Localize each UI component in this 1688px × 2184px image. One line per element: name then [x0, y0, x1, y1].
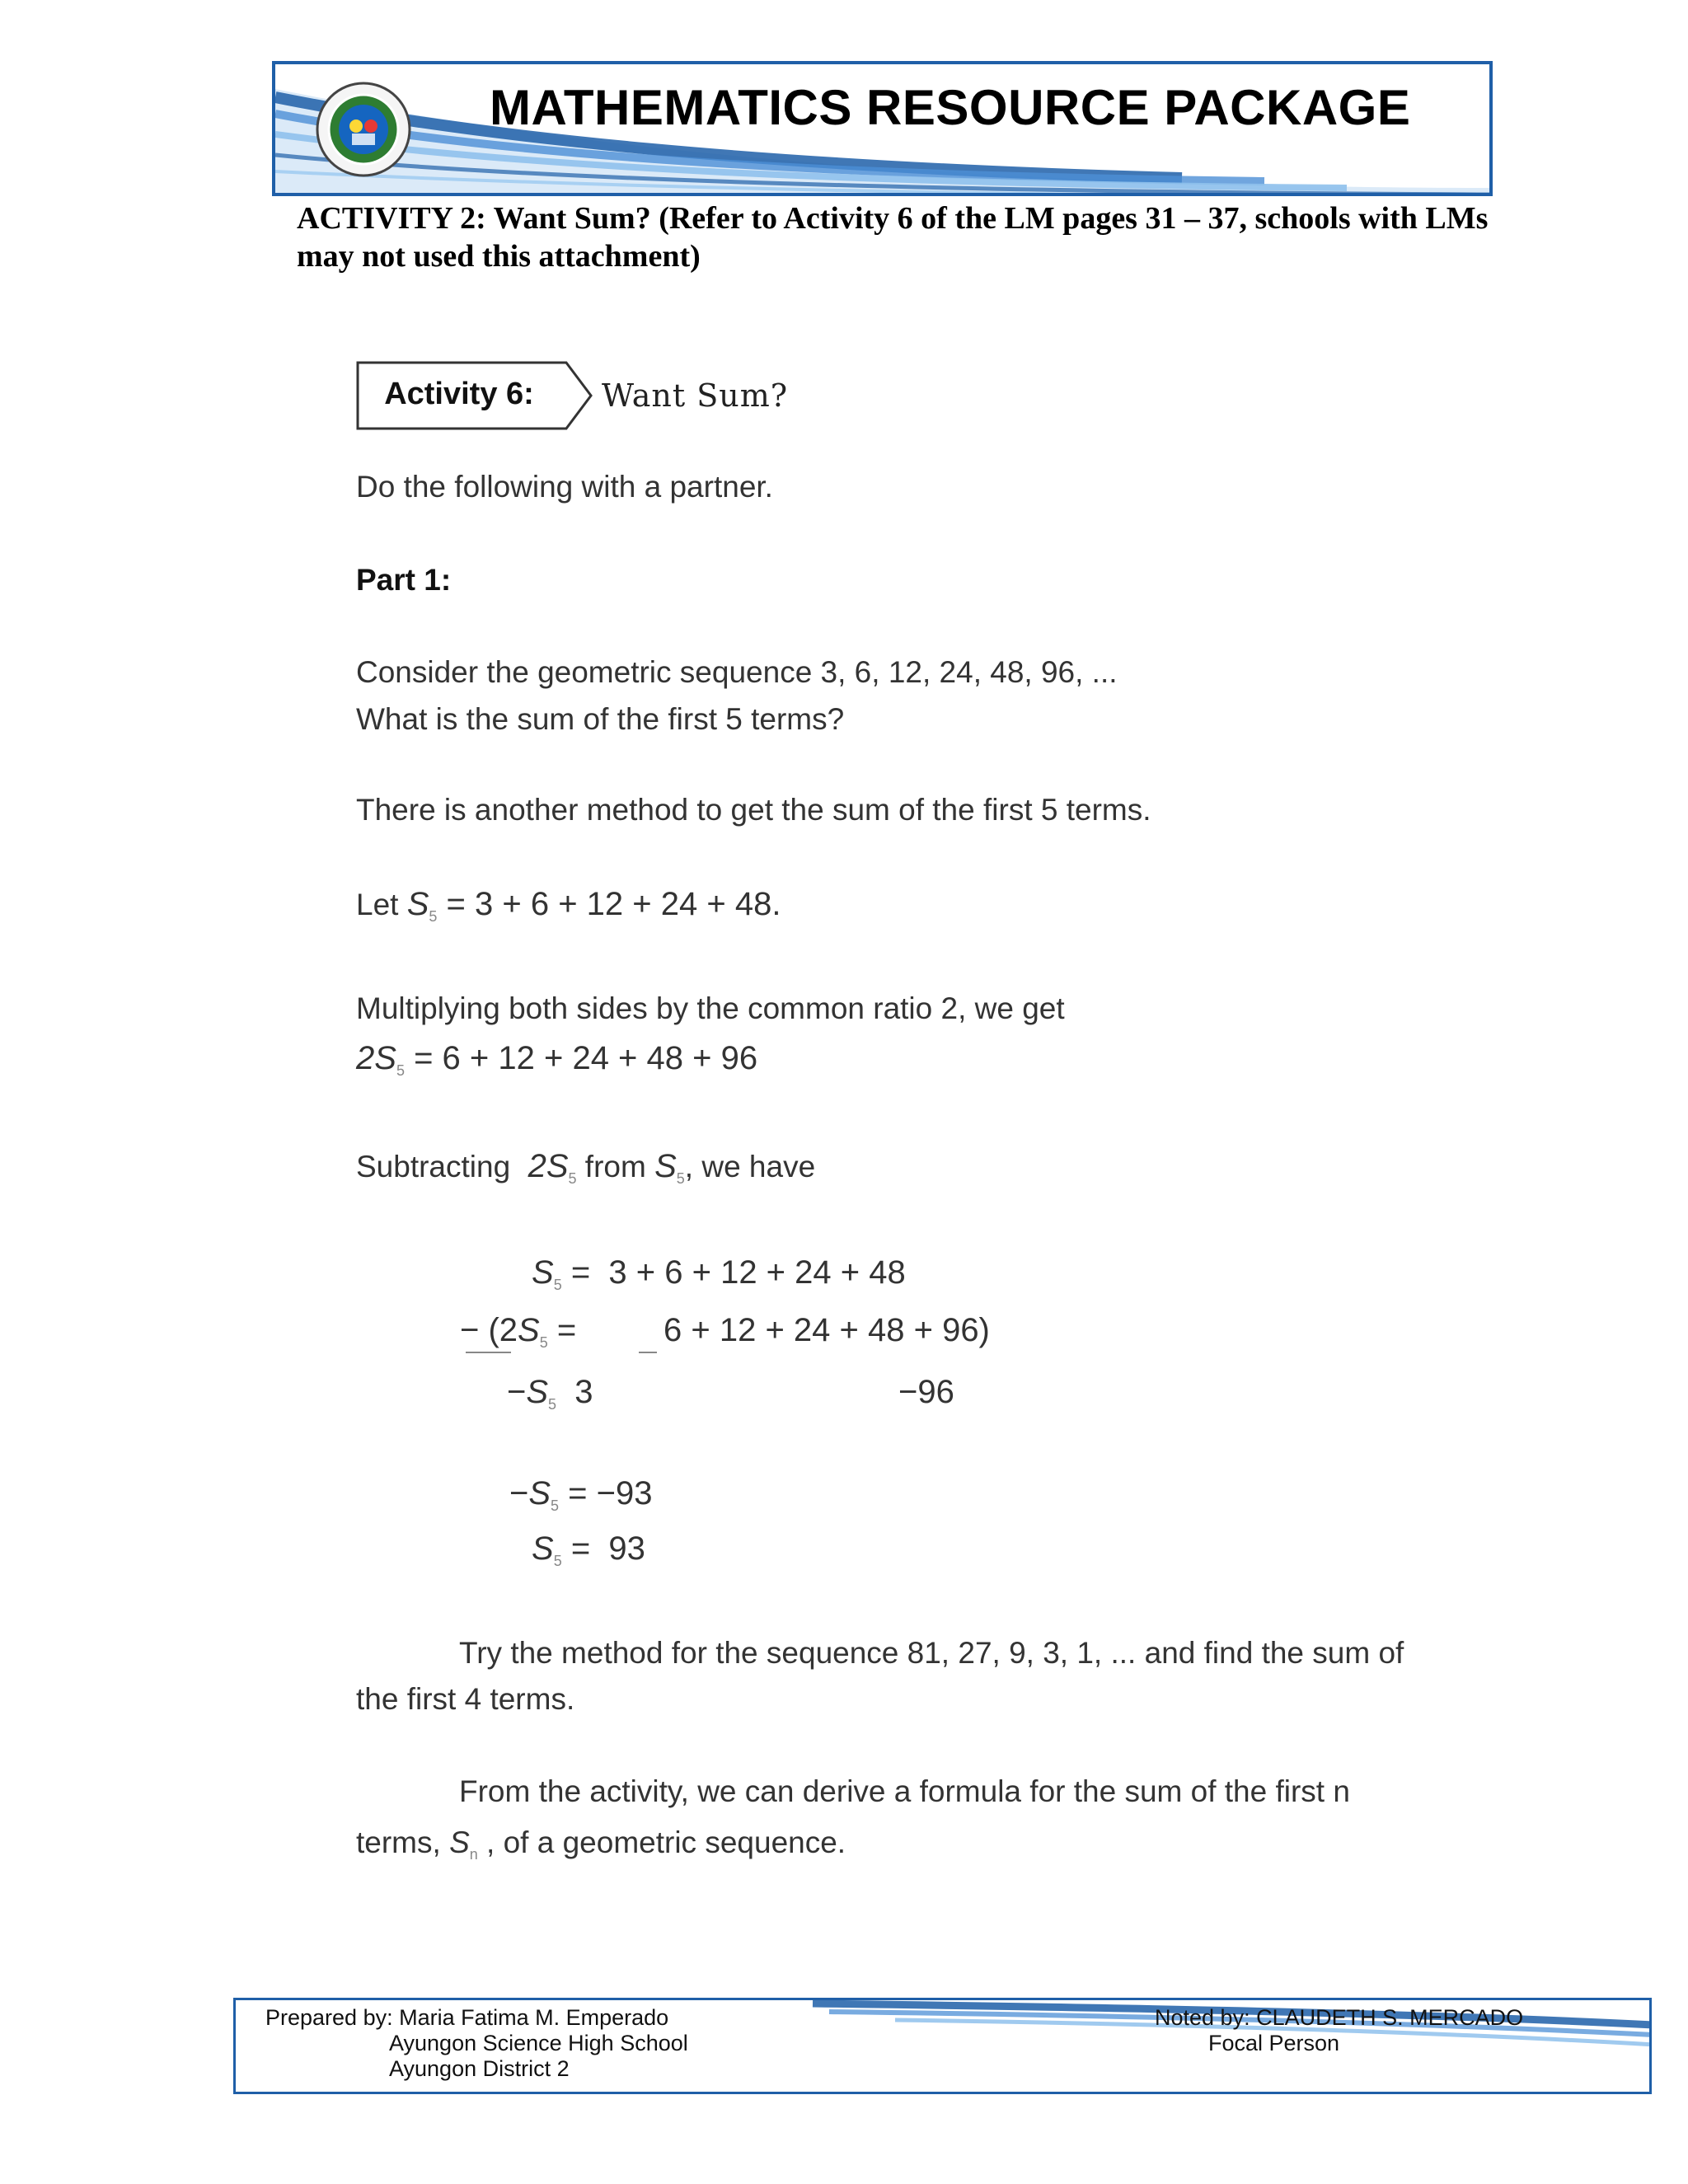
another-method-text: There is another method to get the sum of the first 5 terms. [356, 793, 1151, 827]
underline-mark [466, 1352, 511, 1353]
underline-mark-2 [639, 1352, 657, 1353]
two-s5-equation: $2S_5 = 6 + 12 + 24 + 48 + 96$ [356, 1040, 758, 1079]
derivation-row-2: − ($2S_5$ = [460, 1312, 577, 1351]
header-title: MATHEMATICS RESOURCE PACKAGE [490, 80, 1411, 135]
derivation-row-5: $S_5 = 93$ [532, 1530, 645, 1569]
activity-heading: ACTIVITY 2: Want Sum? (Refer to Activity 6 of the LM pages 31 – 37, schools with LMs may not used this attachment) [297, 201, 1489, 274]
activity-title: Want Sum? [602, 377, 789, 414]
derivation-row-4: $-S_5 = -93$ [509, 1475, 653, 1514]
consider-text: Consider the geometric sequence 3, 6, 12, 24, 48, 96, ... [356, 655, 1118, 689]
footer-box [233, 1998, 1652, 2094]
department-seal-icon [315, 81, 412, 178]
derivation-row-3-right: −96 [898, 1374, 954, 1410]
header-banner [272, 61, 1493, 196]
derivation-row-2-terms: 6 + 12 + 24 + 48 + 96) [663, 1312, 990, 1348]
district-name: Ayungon District 2 [389, 2056, 570, 2081]
let-equation: Let $S_5 = 3 + 6 + 12 + 24 + 48$. [356, 886, 781, 925]
school-name: Ayungon Science High School [389, 2031, 688, 2055]
part-label: Part 1: [356, 563, 452, 597]
activity-label: Activity 6: [384, 377, 534, 411]
multiplying-text: Multiplying both sides by the common ratio 2, we get [356, 991, 1065, 1025]
intro-text: Do the following with a partner. [356, 470, 773, 504]
derivation-row-1: $S_5 = 3 + 6 + 12 + 24 + 48$ [532, 1254, 906, 1293]
subtracting-text: Subtracting $2S_5$ from $S_5$, we have [356, 1148, 816, 1187]
derivation-row-3: $-S_5$ 3 [507, 1374, 593, 1413]
prepared-by: Prepared by: Maria Fatima M. Emperado [265, 2005, 669, 2030]
derive-line-2: terms, $S_n$ , of a geometric sequence. [356, 1825, 846, 1863]
noted-by: Noted by: CLAUDETH S. MERCADO [1155, 2005, 1524, 2030]
question-text: What is the sum of the first 5 terms? [356, 702, 845, 736]
try-method-line-2: the first 4 terms. [356, 1682, 575, 1716]
derive-line-1: From the activity, we can derive a formula for the sum of the first n [459, 1774, 1350, 1808]
noted-role: Focal Person [1208, 2031, 1340, 2055]
try-method-line-1: Try the method for the sequence 81, 27, 9, 3, 1, ... and find the sum of [459, 1636, 1404, 1670]
